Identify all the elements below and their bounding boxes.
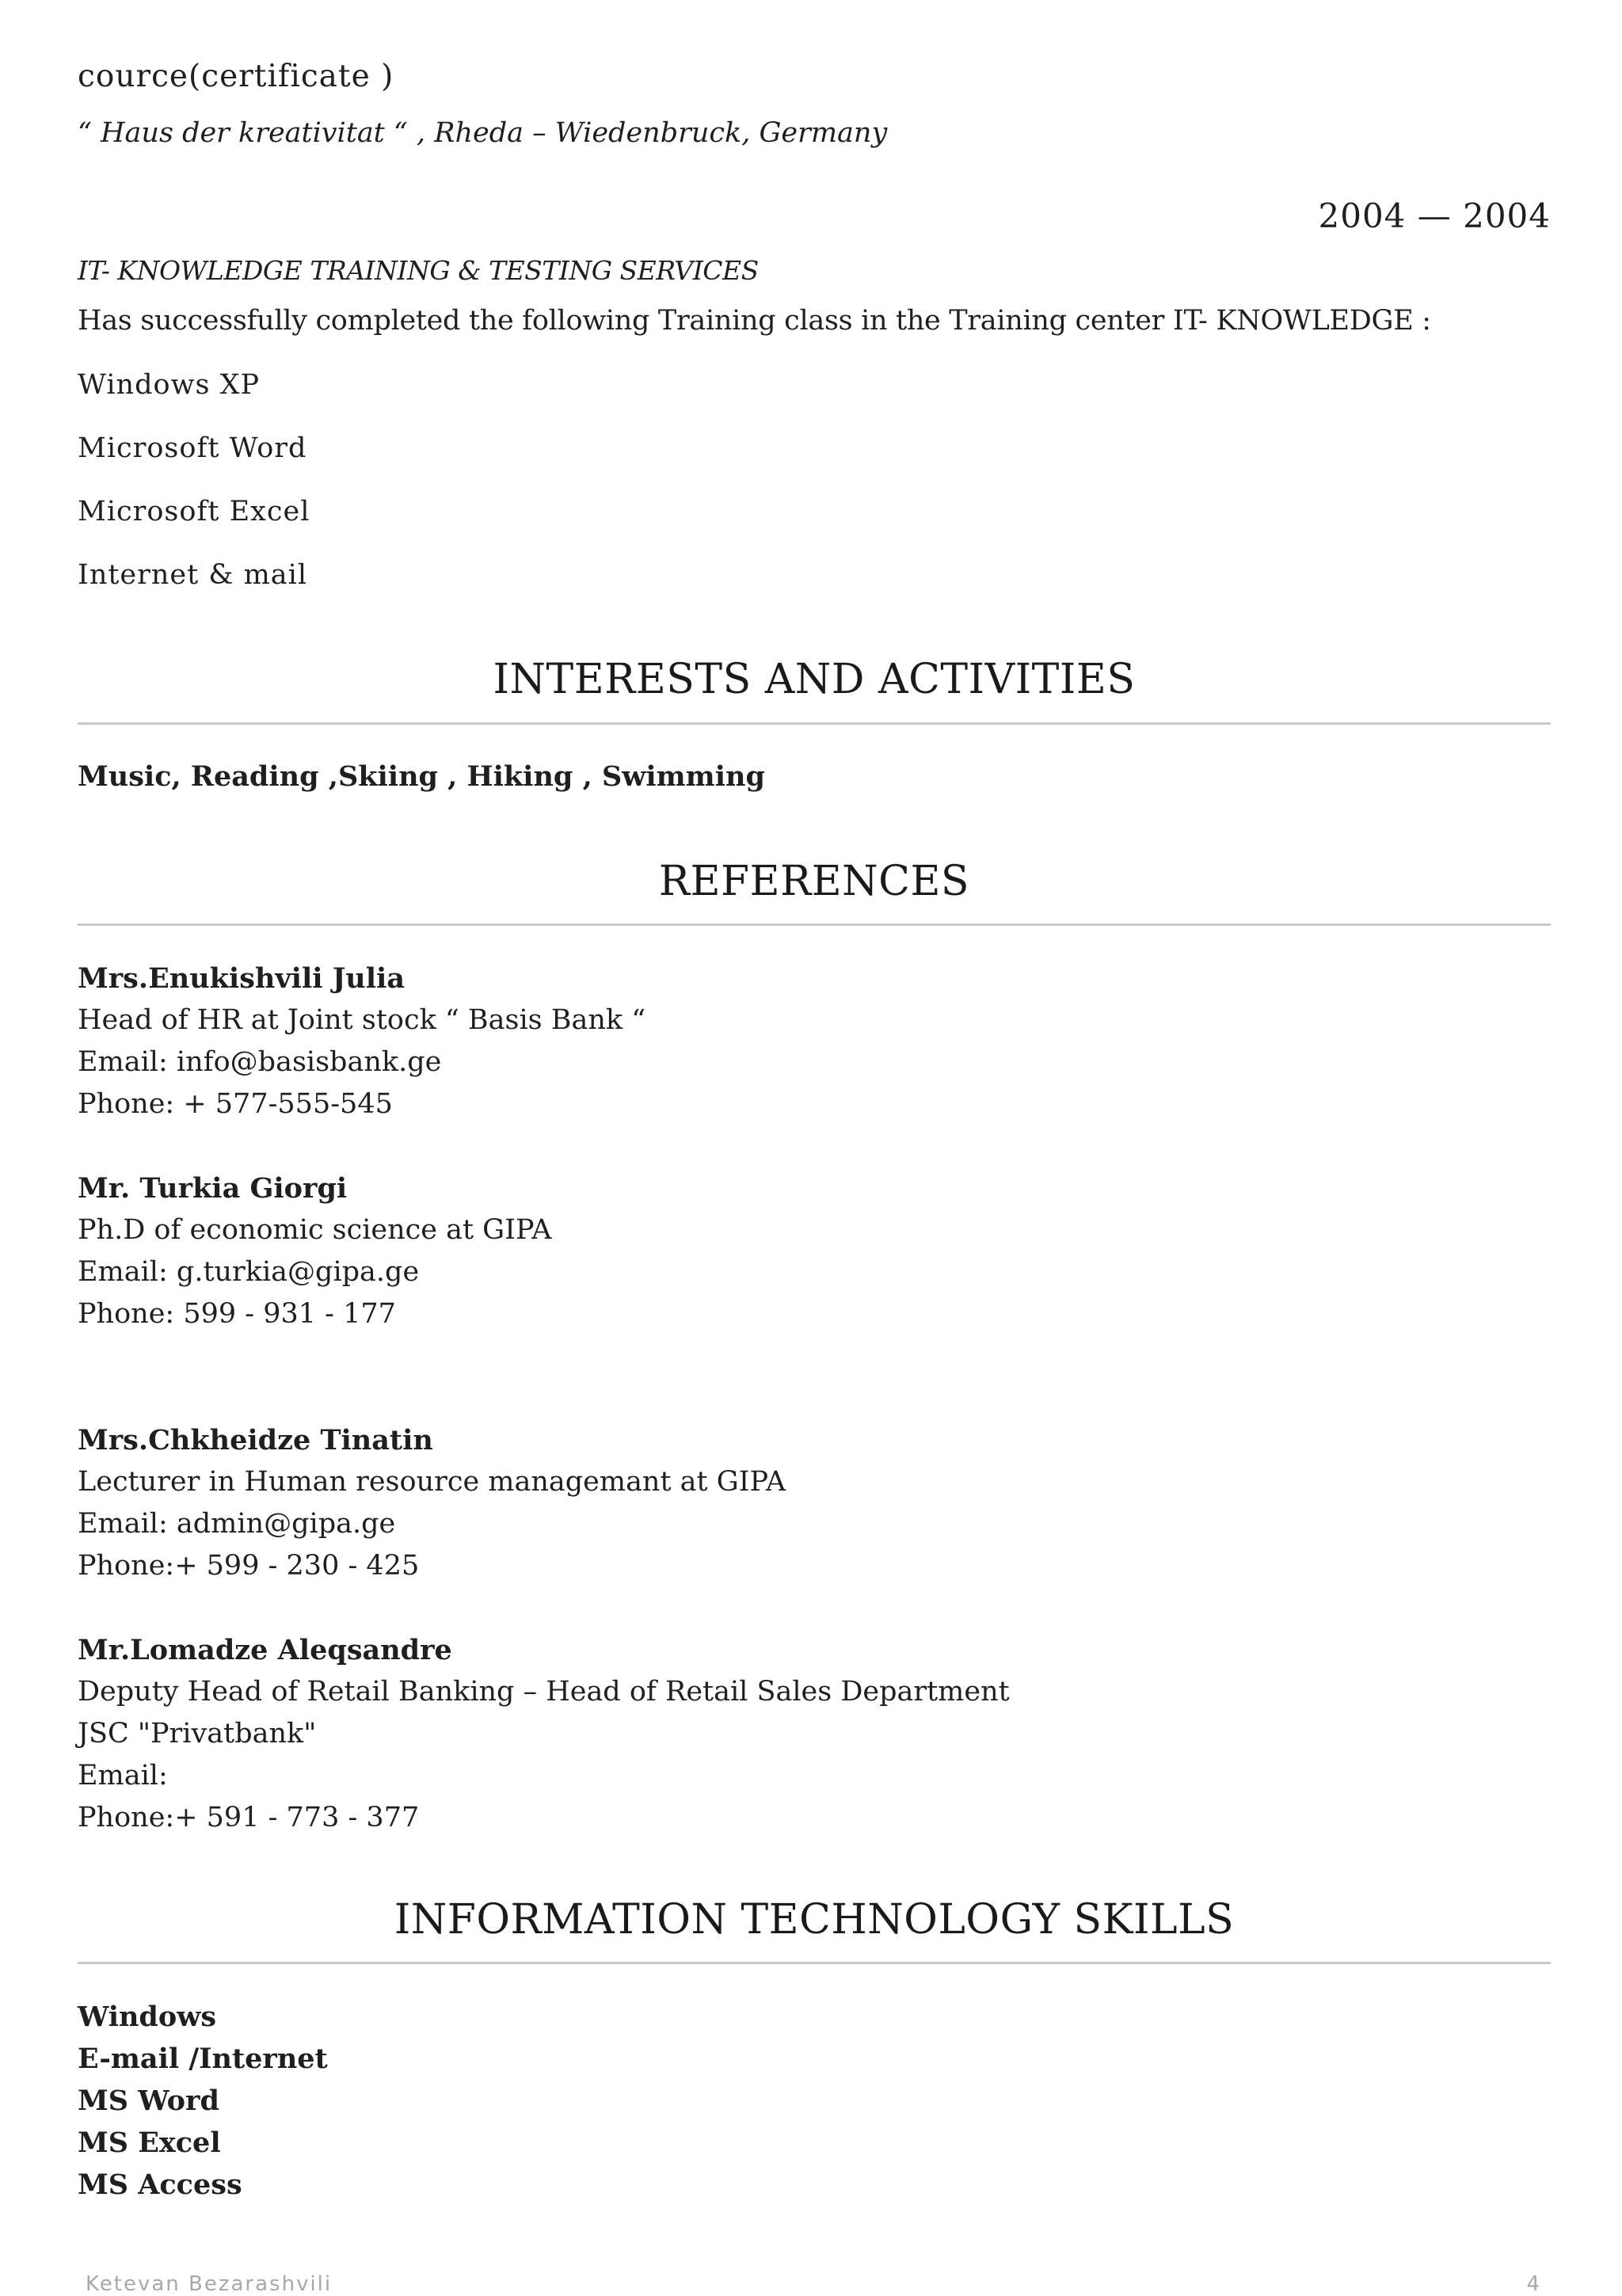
references-divider bbox=[78, 923, 1551, 926]
references-heading: REFERENCES bbox=[658, 858, 970, 905]
it-skill-item: MS Word bbox=[78, 2085, 219, 2117]
reference-email: Email: bbox=[78, 1760, 168, 1791]
course-item: Microsoft Excel bbox=[78, 496, 310, 527]
it-skills-divider bbox=[78, 1962, 1551, 1964]
reference-name: Mrs.Chkheidze Tinatin bbox=[78, 1424, 433, 1456]
it-skill-item: Windows bbox=[78, 2001, 217, 2033]
it-skill-item: MS Excel bbox=[78, 2127, 221, 2159]
interests-heading: INTERESTS AND ACTIVITIES bbox=[493, 656, 1136, 703]
reference-name: Mr.Lomadze Aleqsandre bbox=[78, 1634, 452, 1666]
course-organization: IT- KNOWLEDGE TRAINING & TESTING SERVICES bbox=[78, 255, 759, 286]
footer-author: Ketevan Bezarashvili bbox=[86, 2272, 333, 2296]
course-place: “ Haus der kreativitat “ , Rheda – Wiedenbruck, Germany bbox=[78, 117, 888, 149]
reference-phone: Phone:+ 591 - 773 - 377 bbox=[78, 1802, 420, 1833]
it-skills-heading: INFORMATION TECHNOLOGY SKILLS bbox=[394, 1896, 1235, 1944]
resume-page bbox=[78, 0, 1551, 2295]
course-description: Has successfully completed the following Training class in the Training center IT- KNOWLEDGE : bbox=[78, 305, 1431, 337]
reference-phone: Phone:+ 599 - 230 - 425 bbox=[78, 1550, 420, 1582]
course-item: Internet & mail bbox=[78, 559, 308, 591]
reference-role: Head of HR at Joint stock “ Basis Bank “ bbox=[78, 1004, 646, 1036]
reference-name: Mr. Turkia Giorgi bbox=[78, 1172, 348, 1205]
footer-page-number: 4 bbox=[1526, 2272, 1540, 2296]
it-skill-item: MS Access bbox=[78, 2168, 242, 2201]
reference-company: JSC "Privatbank" bbox=[78, 1718, 317, 1750]
interests-text: Music, Reading ,Skiing , Hiking , Swimming bbox=[78, 760, 765, 793]
course-date: 2004 — 2004 bbox=[1318, 196, 1551, 235]
reference-role: Deputy Head of Retail Banking – Head of Retail Sales Department bbox=[78, 1676, 1010, 1708]
reference-phone: Phone: 599 - 931 - 177 bbox=[78, 1298, 396, 1330]
reference-email: Email: admin@gipa.ge bbox=[78, 1508, 396, 1540]
reference-role: Lecturer in Human resource managemant at GIPA bbox=[78, 1466, 786, 1498]
reference-email: Email: g.turkia@gipa.ge bbox=[78, 1256, 420, 1288]
reference-phone: Phone: + 577-555-545 bbox=[78, 1088, 393, 1120]
reference-name: Mrs.Enukishvili Julia bbox=[78, 962, 406, 995]
course-title: cource(certificate ) bbox=[78, 59, 394, 94]
it-skill-item: E-mail /Internet bbox=[78, 2043, 328, 2075]
course-item: Microsoft Word bbox=[78, 432, 307, 464]
reference-role: Ph.D of economic science at GIPA bbox=[78, 1214, 552, 1246]
interests-divider bbox=[78, 722, 1551, 725]
reference-email: Email: info@basisbank.ge bbox=[78, 1046, 442, 1078]
course-item: Windows XP bbox=[78, 369, 261, 401]
